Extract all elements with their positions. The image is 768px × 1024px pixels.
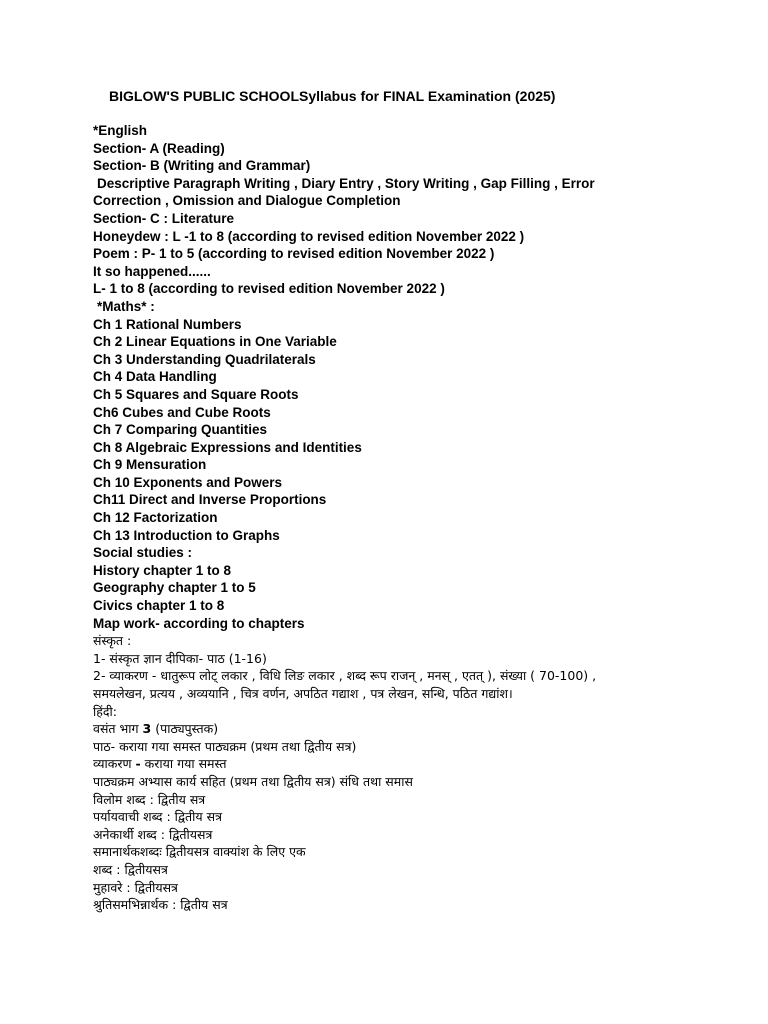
hindi-vyakaran-text: व्याकरण [93,756,136,772]
social-civics: Civics chapter 1 to 8 [93,598,225,614]
sanskrit-line-3: समयलेखन, प्रत्यय , अव्ययानि , चित्र वर्णन, अपठित गद्याश , पत्र लेखन, सन्धि, पठित गद्यांश। [93,686,513,701]
english-poem: Poem : P- 1 to 5 (according to revised edition November 2022 ) [93,246,495,262]
hindi-pathyakram: पाठ्यक्रम अभ्यास कार्य सहित (प्रथम तथा द्वितीय सत्र) संधि तथा समास [93,773,413,789]
document-title: BIGLOW'S PUBLIC SCHOOLSyllabus for FINAL Examination (2025) [109,88,556,104]
maths-chapter: Ch 5 Squares and Square Roots [93,386,299,402]
hindi-path: पाठ- कराया गया समस्त पाठ्यक्रम (प्रथम तथा द्वितीय सत्र) [93,738,357,754]
sanskrit-line-2: 2- व्याकरण - धातुरूप लोट् लकार , विधि लिङ लकार , शब्द रूप राजन् , मनस् , एतत् ), संख्या ( 70-100) , [93,668,597,684]
maths-chapter: Ch 2 Linear Equations in One Variable [93,334,337,350]
maths-chapter: Ch 10 Exponents and Powers [93,474,283,490]
hindi-paryayvachi: पर्यायवाची शब्द : द्वितीय सत्र [93,809,222,825]
hindi-vyakaran [93,755,733,773]
maths-chapter: Ch6 Cubes and Cube Roots [93,404,271,420]
hindi-vyakaran-suffix: कराया गया समस्त [140,756,227,772]
maths-heading: *Maths* : [97,298,155,314]
maths-chapter: Ch 9 Mensuration [93,457,207,473]
maths-chapter: Ch 7 Comparing Quantities [93,422,268,438]
english-section-b: Section- B (Writing and Grammar) [93,158,311,174]
hindi-anekarthi: अनेकार्थी शब्द : द्वितीयसत्र [93,826,213,842]
maths-section [93,298,733,544]
sanskrit-heading: संस्कृत : [93,633,132,649]
hindi-vasant-text: वसंत भाग [93,721,143,737]
maths-chapter: Ch 12 Factorization [93,510,218,526]
hindi-vasant [93,720,733,738]
hindi-samanarthak: समानार्थकशब्दः द्वितीयसत्र वाक्यांश के लिए एक [93,844,306,860]
maths-chapter: Ch11 Direct and Inverse Proportions [93,492,327,508]
social-studies-heading: Social studies : [93,545,193,561]
hindi-heading: हिंदी: [93,703,117,719]
hindi-vilom: विलोम शब्द : द्वितीय सत्र [93,791,206,807]
hindi-shruti: श्रुतिसमभिन्नार्थक : द्वितीय सत्र [93,897,228,913]
english-section [93,122,733,298]
maths-chapter: Ch 3 Understanding Quadrilaterals [93,351,316,367]
english-section-c: Section- C : Literature [93,210,235,226]
maths-chapter: Ch 8 Algebraic Expressions and Identities [93,439,362,455]
syllabus-document [93,87,733,914]
maths-chapter: Ch 1 Rational Numbers [93,316,242,332]
social-map-work: Map work- according to chapters [93,615,305,631]
english-it-so-happened-lessons: L- 1 to 8 (according to revised edition November 2022 ) [93,281,445,297]
hindi-vasant-suffix: (पाठ्यपुस्तक) [151,721,219,737]
hindi-shabd: शब्द : द्वितीयसत्र [93,861,168,877]
social-studies-section [93,544,733,632]
english-section-b-topics-2: Correction , Omission and Dialogue Completion [93,193,401,209]
hindi-vasant-number: 3 [142,721,152,737]
english-section-a: Section- A (Reading) [93,140,225,156]
sanskrit-line-1: 1- संस्कृत ज्ञान दीपिका- पाठ (1-16) [93,650,267,666]
english-section-b-topics-1: Descriptive Paragraph Writing , Diary Entry , Story Writing , Gap Filling , Error [97,175,595,191]
social-geography: Geography chapter 1 to 5 [93,580,256,596]
hindi-section [93,703,733,914]
hindi-vyakaran-dash: - [135,756,141,772]
english-heading: *English [93,123,148,138]
social-history: History chapter 1 to 8 [93,562,232,578]
sanskrit-section [93,632,733,702]
english-honeydew: Honeydew : L -1 to 8 (according to revised edition November 2022 ) [93,228,525,244]
maths-chapter: Ch 13 Introduction to Graphs [93,527,280,543]
maths-chapter: Ch 4 Data Handling [93,369,217,385]
hindi-muhavare: मुहावरे : द्वितीयसत्र [93,879,178,895]
english-it-so-happened: It so happened...... [93,263,211,279]
